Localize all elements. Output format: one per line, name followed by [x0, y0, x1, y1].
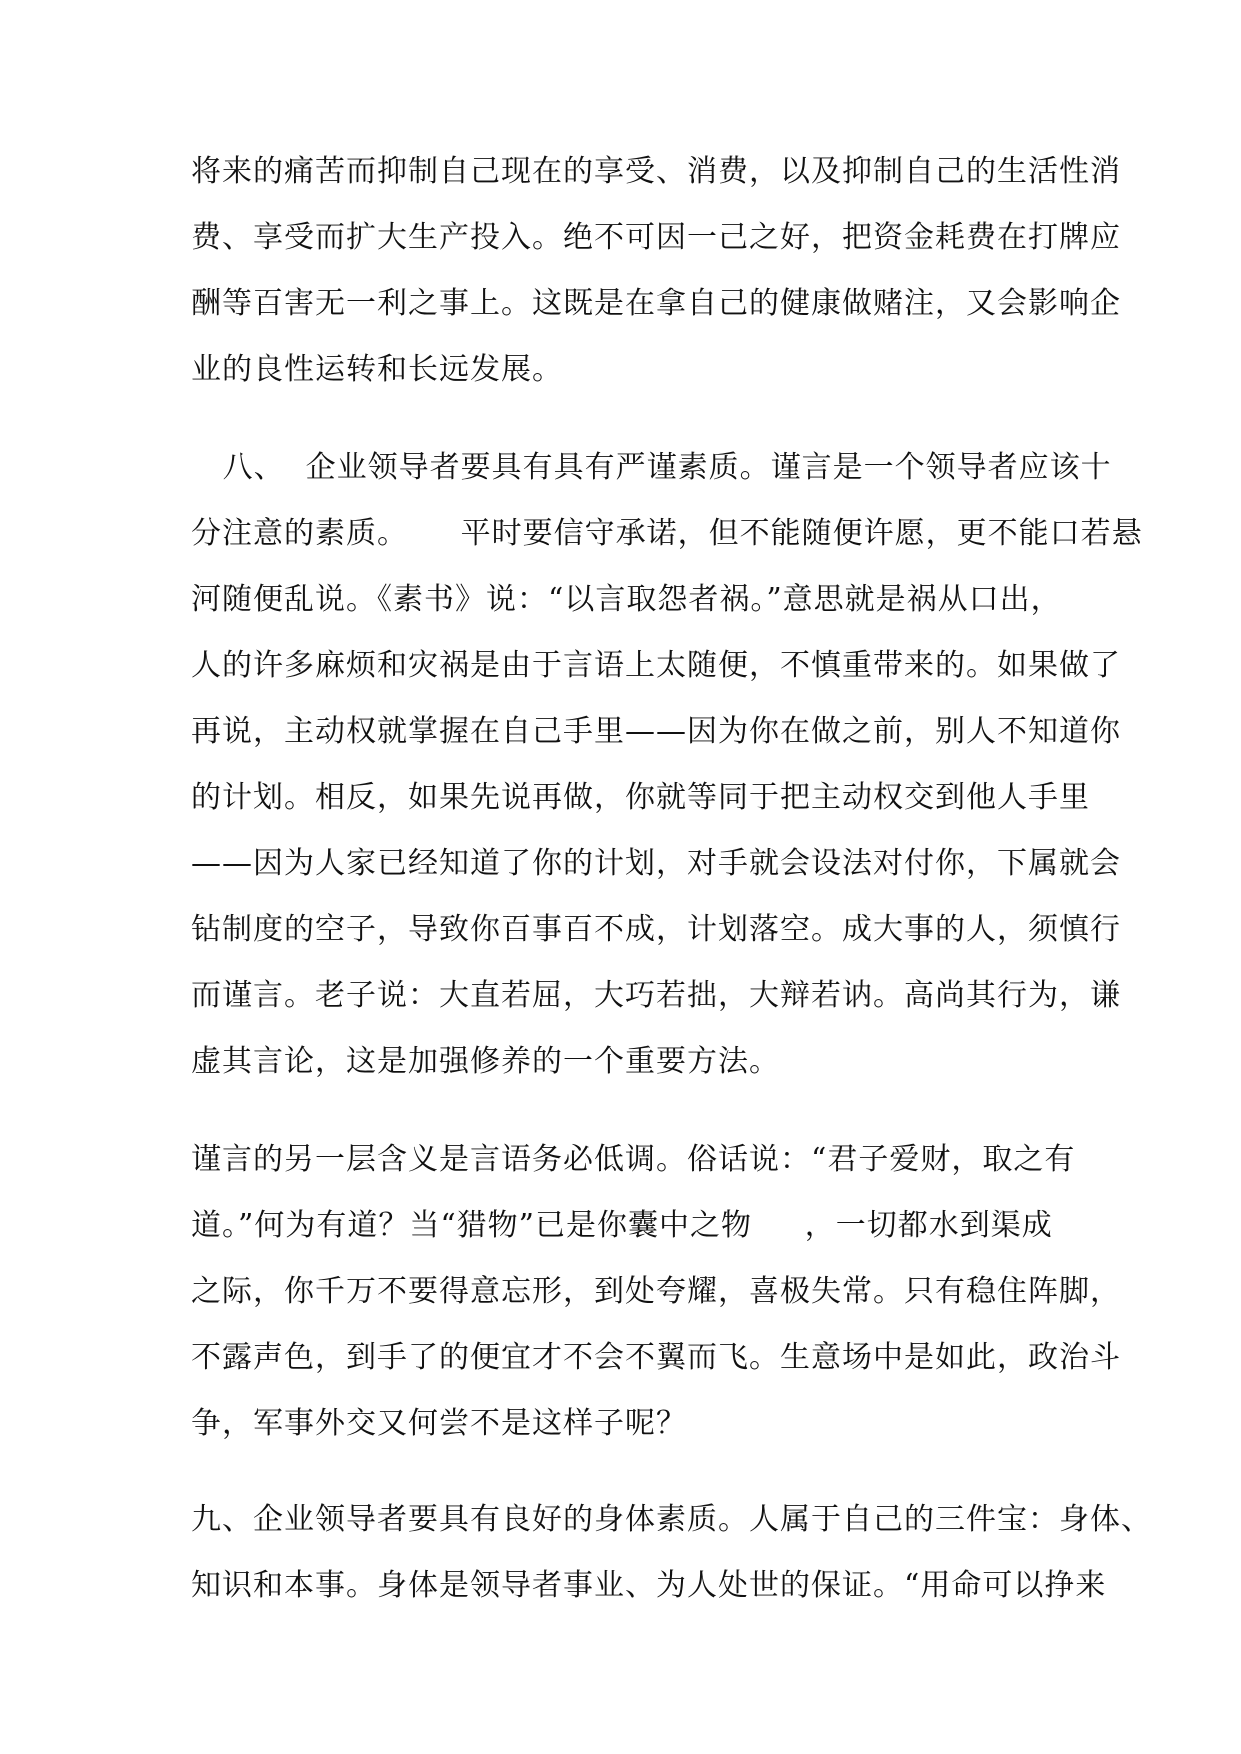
paragraph-2-line-4: 人的许多麻烦和灾祸是由于言语上太随便，不慎重带来的。如果做了 — [191, 648, 1121, 683]
paragraph-4-line-2: 知识和本事。身体是领导者事业、为人处世的保证。“用命可以挣来 — [191, 1568, 1107, 1603]
paragraph-1-line-4: 业的良性运转和长远发展。 — [191, 352, 563, 387]
paragraph-2-line-2: 分注意的素质。 平时要信守承诺，但不能随便许愿，更不能口若悬 — [191, 516, 1143, 551]
paragraph-4-line-1: 九、企业领导者要具有良好的身体素质。人属于自己的三件宝：身体、 — [191, 1502, 1152, 1537]
paragraph-3-line-2: 道。”何为有道？当“猎物”已是你囊中之物 ，一切都水到渠成 — [191, 1208, 1053, 1243]
paragraph-1-line-3: 酬等百害无一利之事上。这既是在拿自己的健康做赌注，又会影响企 — [191, 286, 1121, 321]
paragraph-3-line-4: 不露声色，到手了的便宜才不会不翼而飞。生意场中是如此，政治斗 — [191, 1340, 1121, 1375]
paragraph-3-line-1: 谨言的另一层含义是言语务必低调。俗话说：“君子爱财，取之有 — [191, 1142, 1076, 1177]
paragraph-1-line-1: 将来的痛苦而抑制自己现在的享受、消费，以及抑制自己的生活性消 — [191, 154, 1121, 189]
paragraph-2-line-8: 钻制度的空子，导致你百事百不成，计划落空。成大事的人，须慎行 — [191, 912, 1121, 947]
paragraph-2-line-7: ——因为人家已经知道了你的计划，对手就会设法对付你，下属就会 — [191, 846, 1121, 881]
paragraph-2-line-1: 八、 企业领导者要具有具有严谨素质。谨言是一个领导者应该十 — [191, 450, 1112, 485]
paragraph-3-line-5: 争，军事外交又何尝不是这样子呢？ — [191, 1406, 687, 1441]
paragraph-2-line-3: 河随便乱说。《素书》说：“以言取怨者祸。”意思就是祸从口出， — [191, 582, 1062, 617]
paragraph-1-line-2: 费、享受而扩大生产投入。绝不可因一己之好，把资金耗费在打牌应 — [191, 220, 1121, 255]
paragraph-2-line-6: 的计划。相反，如果先说再做，你就等同于把主动权交到他人手里 — [191, 780, 1090, 815]
paragraph-2-line-9: 而谨言。老子说：大直若屈，大巧若拙，大辩若讷。高尚其行为，谦 — [191, 978, 1121, 1013]
paragraph-3-line-3: 之际，你千万不要得意忘形，到处夸耀，喜极失常。只有稳住阵脚， — [191, 1274, 1121, 1309]
paragraph-2-line-10: 虚其言论，这是加强修养的一个重要方法。 — [191, 1044, 780, 1079]
paragraph-2-line-5: 再说，主动权就掌握在自己手里——因为你在做之前，别人不知道你 — [191, 714, 1121, 749]
